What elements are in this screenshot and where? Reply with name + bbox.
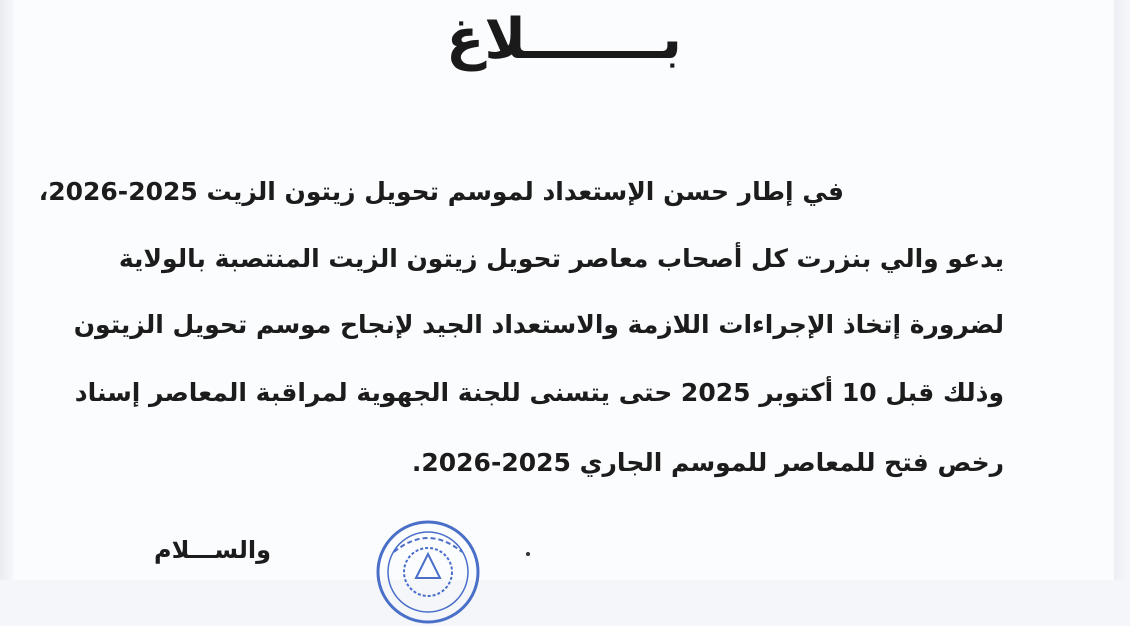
ink-dot	[526, 552, 530, 556]
notice-line-3: لضرورة إتخاذ الإجراءات اللازمة والاستعداد الجيد لإنجاح موسم تحويل الزيتون	[73, 310, 1004, 339]
notice-title: بـــــــلاغ	[446, 7, 682, 72]
notice-line-4: وذلك قبل 10 أكتوبر 2025 حتى يتسنى للجنة الجهوية لمراقبة المعاصر إسناد	[74, 378, 1004, 407]
notice-line-1: في إطار حسن الإستعداد لموسم تحويل زيتون الزيت 2025-2026،	[38, 177, 844, 206]
scanner-left-edge	[0, 0, 15, 580]
notice-line-2: يدعو والي بنزرت كل أصحاب معاصر تحويل زيتون الزيت المنتصبة بالولاية	[118, 244, 1004, 273]
closing-salutation: والســـلام	[154, 536, 271, 564]
official-seal-icon	[374, 518, 482, 626]
notice-line-5: رخص فتح للمعاصر للموسم الجاري 2025-2026.	[411, 448, 1004, 477]
notice-page	[14, 0, 1114, 580]
scanner-right-edge	[1114, 0, 1130, 580]
